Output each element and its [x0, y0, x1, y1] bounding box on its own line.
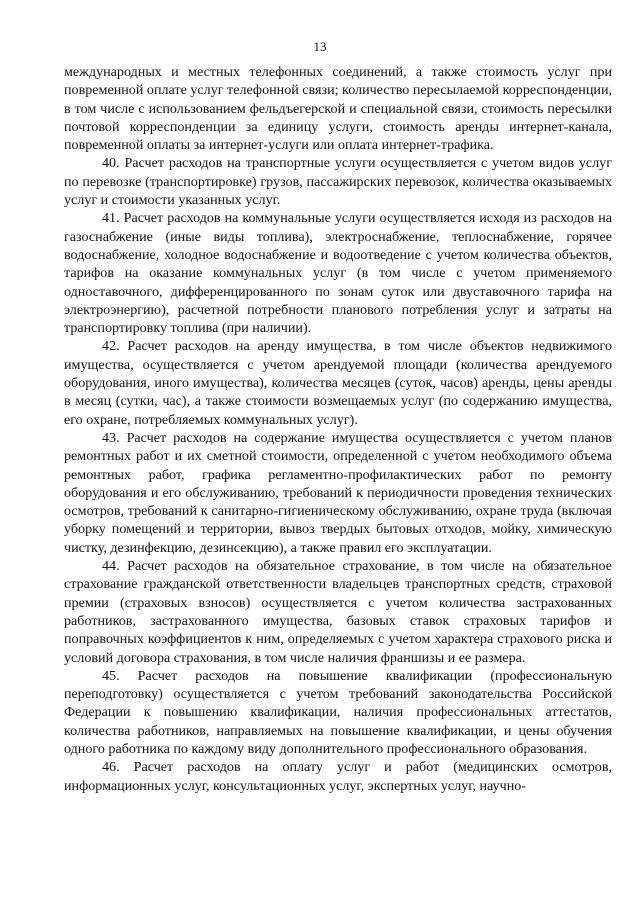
- paragraph-42: 42. Расчет расходов на аренду имущества, в том числе объектов недвижимого имущества, осуществляется с учетом арендуемой площади (количества арендуемого оборудования, иного имущества), количества месяцев (суток, часов) аренды, цены аренды в месяц (сутки, час), а также стоимости возмещаемых услуг (по содержанию имущества, его охране, потребляемых коммунальных услуг).: [64, 338, 612, 428]
- paragraph-45: 45. Расчет расходов на повышение квалификации (профессиональную переподготовку) осуществляется с учетом требований законодательства Российской Федерации к повышению квалификации, наличия профессиональных аттестатов, количества работников, направляемых на повышение квалификации, и цены обучения одного работника по каждому виду дополнительного профессионального образования.: [64, 667, 612, 757]
- paragraph-43: 43. Расчет расходов на содержание имущества осуществляется с учетом планов ремонтных работ и их сметной стоимости, определенной с учетом необходимого объема ремонтных работ, графика регламентно-профилактических работ по ремонту оборудования и его обслуживанию, требований к периодичности проведения технических осмотров, требований к санитарно-гигиеническому обслуживанию, охране труда (включая уборку помещений и территории, вывоз твердых бытовых отходов, мойку, химическую чистку, дезинфекцию, дезинсекцию), а также правил его эксплуатации.: [64, 429, 612, 556]
- paragraph-40: 40. Расчет расходов на транспортные услуги осуществляется с учетом видов услуг по перевозке (транспортировке) грузов, пассажирских перевозок, количества оказываемых услуг и стоимости указанных услуг.: [64, 155, 612, 209]
- document-body: [64, 63, 612, 795]
- paragraph-46: 46. Расчет расходов на оплату услуг и работ (медицинских осмотров, информационных услуг, консультационных услуг, экспертных услуг, научно-: [64, 759, 612, 794]
- paragraph-41: 41. Расчет расходов на коммунальные услуги осуществляется исходя из расходов на газоснабжение (иные виды топлива), электроснабжение, теплоснабжение, горячее водоснабжение, холодное водоснабжение и водоотведение с учетом количества объектов, тарифов на оказание коммунальных услуг (в том числе с учетом применяемого одноставочного, дифференцированного по зонам суток или двуставочного тарифа на электроэнергию), расчетной потребности планового потребления услуг и затраты на транспортировку топлива (при наличии).: [64, 210, 612, 337]
- paragraph-44: 44. Расчет расходов на обязательное страхование, в том числе на обязательное страхование гражданской ответственности владельцев транспортных средств, страховой премии (страховых взносов) осуществляется с учетом количества застрахованных работников, застрахованного имущества, базовых ставок страховых тарифов и поправочных коэффициентов к ним, определяемых с учетом характера страхового риска и условий договора страхования, в том числе наличия франшизы и ее размера.: [64, 558, 612, 666]
- page-number: 13: [313, 39, 327, 54]
- paragraph-continuation: международных и местных телефонных соединений, а также стоимость услуг при повременной оплате услуг телефонной связи; количество пересылаемой корреспонденции, в том числе с использованием фельдъегерской и специальной связи, стоимость пересылки почтовой корреспонденции за единицу услуги, стоимость аренды интернет-канала, повременной оплаты за интернет-услуги или оплата интернет-трафика.: [64, 64, 613, 154]
